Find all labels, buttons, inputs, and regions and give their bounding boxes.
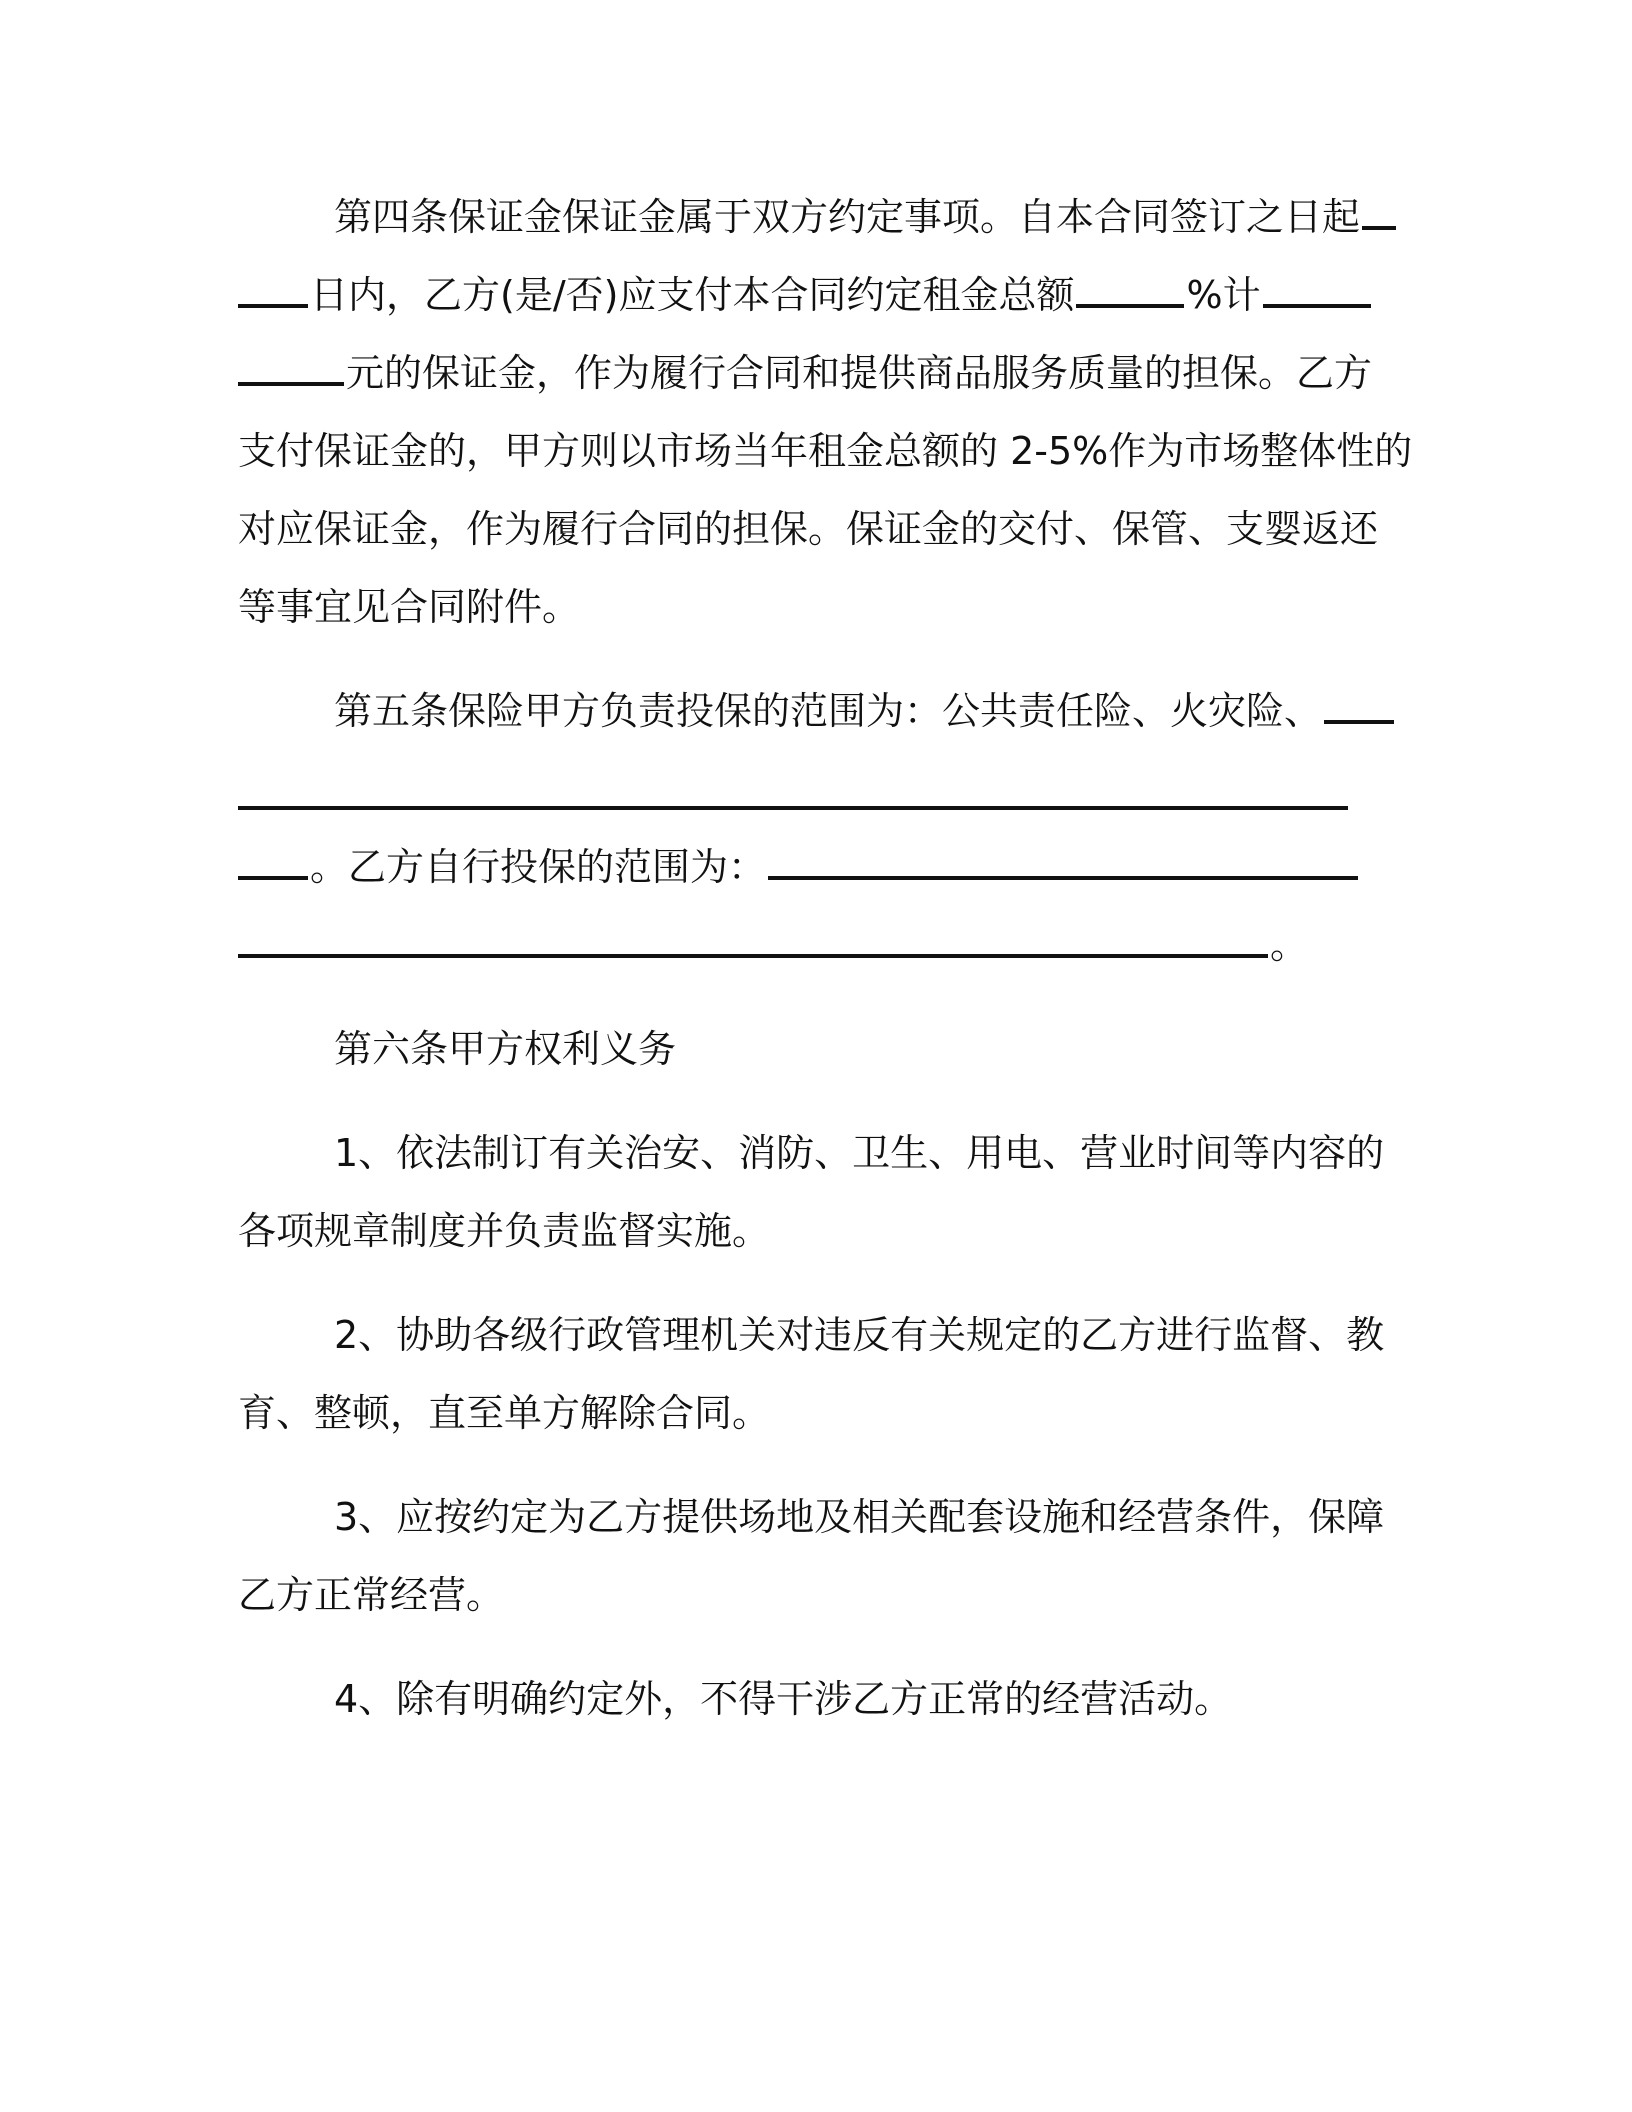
blank-field[interactable] — [1076, 266, 1184, 308]
article-5-line-3 — [238, 828, 1368, 906]
article-4-text: %计 — [1186, 273, 1261, 317]
article-6-item-2-line-2 — [238, 1374, 1368, 1452]
article-4-line-5 — [238, 490, 1379, 568]
article-5-text: 第五条保险甲方负责投保的范围为：公共责任险、火灾险、 — [334, 689, 1323, 733]
article-4-line-6 — [238, 568, 1368, 646]
article-4-text: 元的保证金，作为履行合同和提供商品服务质量的担保。乙方 — [346, 351, 1373, 395]
list-item: 2、协助各级行政管理机关对违反有关规定的乙方进行监督、教 — [334, 1313, 1385, 1357]
article-4-text: 第四条保证金保证金属于双方约定事项。自本合同签订之日起 — [334, 195, 1361, 239]
article-6-item-3-line-2 — [238, 1556, 1368, 1634]
article-4-line-1 — [238, 178, 1368, 256]
list-item: 1、依法制订有关治安、消防、卫生、用电、营业时间等内容的 — [334, 1131, 1385, 1175]
article-5-text: 。 — [1270, 923, 1309, 967]
list-item: 乙方正常经营。 — [238, 1573, 505, 1617]
list-item: 各项规章制度并负责监督实施。 — [238, 1209, 771, 1253]
article-6-item-4 — [238, 1660, 1368, 1738]
blank-field[interactable] — [238, 806, 1348, 810]
article-4-line-4 — [238, 412, 1413, 490]
article-6-title — [238, 1010, 1368, 1088]
list-item: 3、应按约定为乙方提供场地及相关配套设施和经营条件，保障 — [334, 1495, 1385, 1539]
article-6-item-1-line-2 — [238, 1192, 1368, 1270]
article-5-line-1 — [238, 672, 1368, 750]
blank-field[interactable] — [238, 916, 1268, 958]
article-4-line-3 — [238, 334, 1373, 412]
article-6-title-text: 第六条甲方权利义务 — [334, 1027, 677, 1071]
blank-field[interactable] — [238, 838, 308, 880]
article-6-item-1-line-1 — [238, 1114, 1385, 1192]
blank-field[interactable] — [238, 344, 344, 386]
article-5-line-4 — [238, 906, 1368, 984]
blank-field[interactable] — [768, 838, 1358, 880]
blank-field[interactable] — [1324, 682, 1394, 724]
article-6-item-3-line-1 — [238, 1478, 1385, 1556]
article-6-item-2-line-1 — [238, 1296, 1385, 1374]
article-4-text: 等事宜见合同附件。 — [238, 585, 581, 629]
blank-field[interactable] — [1362, 188, 1396, 230]
article-4-line-2 — [238, 256, 1368, 334]
blank-field[interactable] — [238, 266, 308, 308]
blank-field[interactable] — [1263, 266, 1371, 308]
list-item: 育、整顿，直至单方解除合同。 — [238, 1391, 771, 1435]
list-item: 4、除有明确约定外，不得干涉乙方正常的经营活动。 — [334, 1677, 1233, 1721]
article-5-text: 。乙方自行投保的范围为： — [310, 845, 767, 889]
document-page — [238, 178, 1413, 1738]
article-4-text: 日内，乙方(是/否)应支付本合同约定租金总额 — [310, 273, 1075, 317]
article-5-line-2 — [238, 750, 1368, 828]
article-4-text: 支付保证金的，甲方则以市场当年租金总额的 2-5%作为市场整体性的 — [238, 429, 1413, 473]
article-4-text: 对应保证金，作为履行合同的担保。保证金的交付、保管、支婴返还 — [238, 507, 1379, 551]
